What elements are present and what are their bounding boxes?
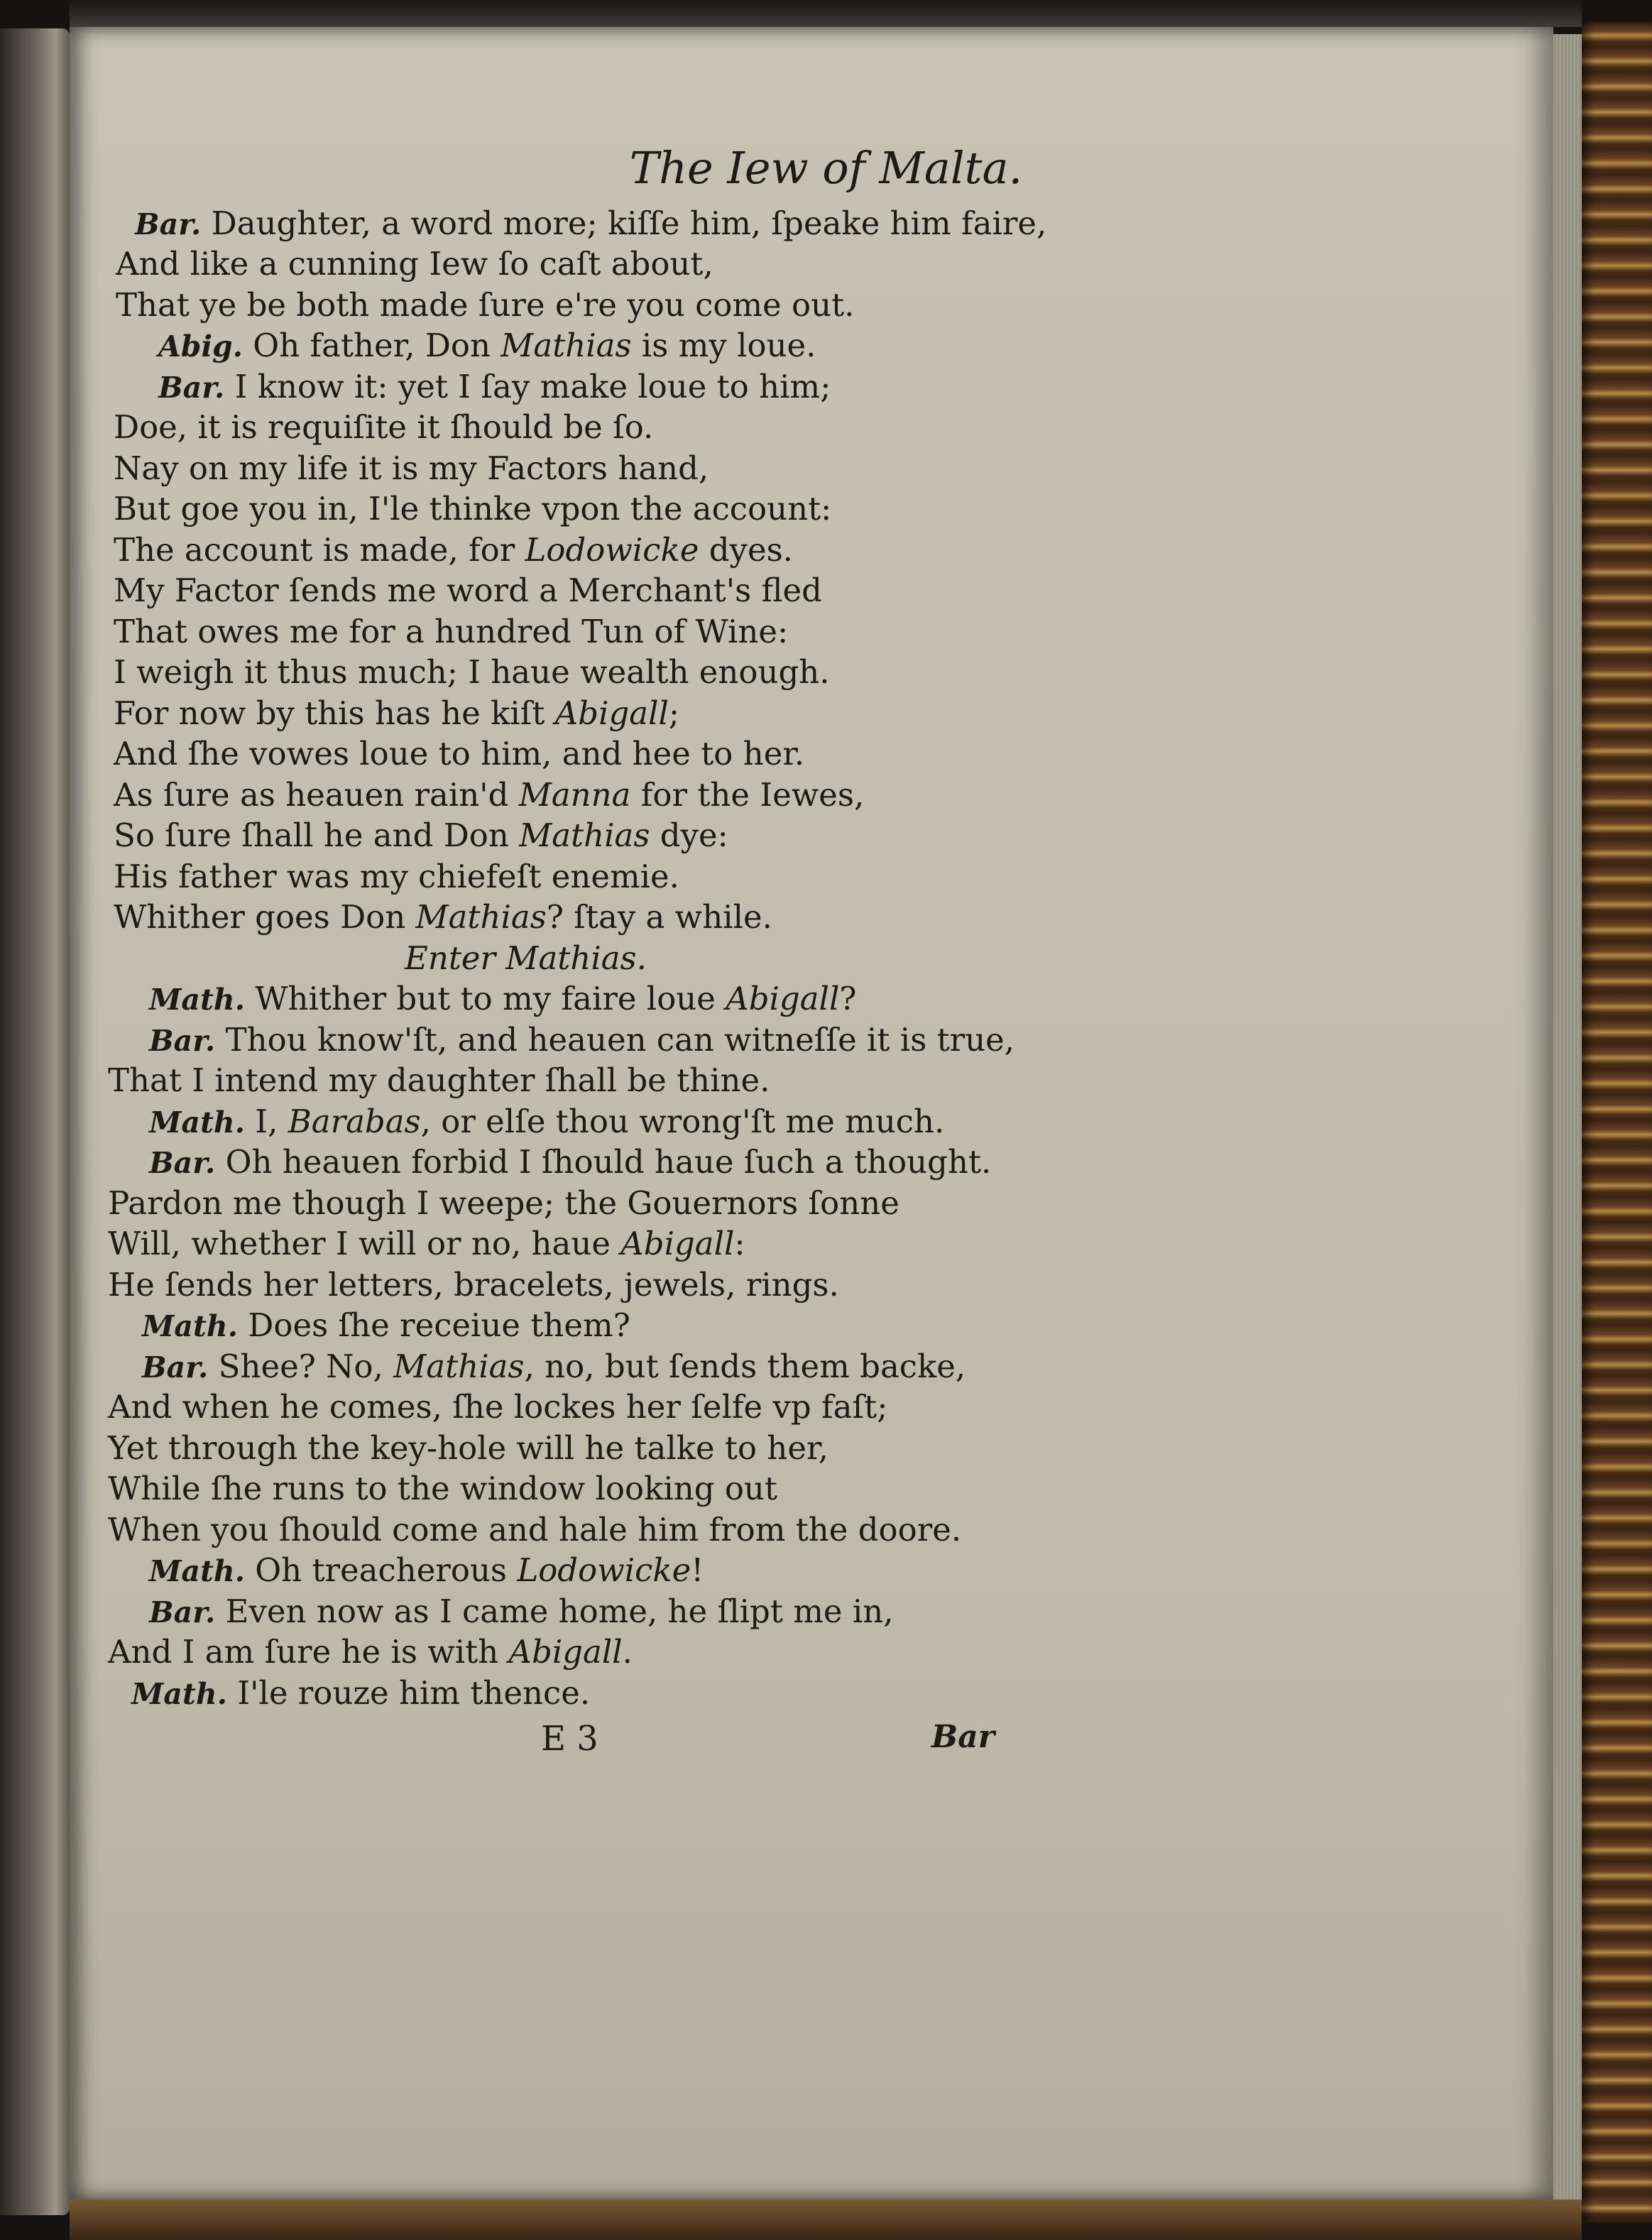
text-line: Math. I'le rouze him thence. — [131, 1674, 591, 1712]
speaker: Bar. — [142, 1350, 209, 1384]
speaker: Math. — [149, 1105, 245, 1140]
text-line: So ſure ſhall he and Don Mathias dye: — [114, 816, 728, 854]
text-line: Yet through the key-hole will he talke to her, — [108, 1429, 828, 1467]
text-line: My Factor ſends me word a Merchant's fled — [114, 572, 822, 609]
speaker: Bar. — [135, 207, 202, 241]
text-line: Pardon me though I weepe; the Gouernors ſonne — [108, 1184, 899, 1222]
text-line: He ſends her letters, bracelets, jewels, rings. — [108, 1266, 839, 1304]
text-line: Nay on my life it is my Factors hand, — [114, 449, 709, 487]
speaker: Math. — [149, 983, 245, 1017]
text-line: Math. I, Barabas, or elſe thou wrong'ſt me much. — [149, 1103, 945, 1140]
speaker: Math. — [142, 1309, 238, 1343]
text-line: Bar. Thou know'ſt, and heauen can witneſſe it is true, — [149, 1021, 1015, 1059]
text-line: Math. Whither but to my faire loue Abigall? — [149, 980, 857, 1017]
top-shadow — [70, 0, 1582, 27]
text-line: And ſhe vowes loue to him, and hee to her. — [114, 735, 805, 772]
binding-bottom-edge — [70, 2200, 1582, 2240]
page-stack-edge — [1553, 34, 1582, 2200]
stage-direction: Enter Mathias. — [405, 939, 647, 977]
text-line: For now by this has he kiſt Abigall; — [114, 694, 680, 732]
catchword: Bar — [931, 1719, 995, 1755]
text-line: Math. Oh treacherous Lodowicke! — [149, 1551, 704, 1589]
text-line: Bar. I know it: yet I ſay make loue to him; — [158, 368, 831, 405]
text-line: That ye be both made ſure e're you come out. — [116, 286, 855, 324]
text-line: When you ſhould come and hale him from the doore. — [108, 1511, 962, 1548]
speaker: Math. — [131, 1677, 227, 1711]
text-line: Math. Does ſhe receiue them? — [142, 1306, 630, 1344]
speaker: Bar. — [149, 1146, 216, 1180]
speaker: Bar. — [158, 371, 225, 405]
facing-page-edge — [0, 28, 70, 2215]
text-line: And when he comes, ſhe lockes her ſelfe vp faſt; — [108, 1388, 888, 1426]
text-line: And like a cunning Iew ſo caſt about, — [116, 245, 713, 283]
text-line: As ſure as heauen rain'd Manna for the Iewes, — [114, 776, 865, 814]
text-line: Bar. Daughter, a word more; kiſſe him, ſpeake him faire, — [135, 204, 1047, 242]
text-line: That I intend my daughter ſhall be thine. — [108, 1061, 770, 1099]
text-line: But goe you in, I'le thinke vpon the account: — [114, 490, 832, 528]
text-line: Whither goes Don Mathias? ſtay a while. — [114, 898, 772, 936]
text-line: Will, whether I will or no, haue Abigall: — [108, 1225, 745, 1262]
text-line: While ſhe runs to the window looking out — [108, 1470, 777, 1507]
text-line: And I am ſure he is with Abigall. — [108, 1633, 633, 1671]
text-line: Bar. Oh heauen forbid I ſhould haue ſuch a thought. — [149, 1143, 992, 1181]
text-line: Bar. Even now as I came home, he ſlipt me in, — [149, 1592, 894, 1630]
text-line: That owes me for a hundred Tun of Wine: — [114, 613, 789, 650]
text-line: Abig. Oh father, Don Mathias is my loue. — [158, 327, 816, 364]
speaker: Math. — [149, 1554, 245, 1588]
speaker: Bar. — [149, 1595, 216, 1629]
text-line: Doe, it is requiſite it ſhould be ſo. — [114, 408, 654, 446]
gilt-binding-edge — [1582, 21, 1652, 2222]
signature-mark: E 3 — [541, 1719, 598, 1759]
running-head: The Iew of Malta. — [629, 142, 1023, 194]
speaker: Abig. — [158, 329, 243, 364]
text-line: His father was my chiefeſt enemie. — [114, 858, 679, 895]
speaker: Bar. — [149, 1024, 216, 1058]
text-line: Bar. Shee? No, Mathias, no, but ſends them backe, — [142, 1348, 966, 1385]
text-line: I weigh it thus much; I haue wealth enough. — [114, 653, 830, 691]
text-line: The account is made, for Lodowicke dyes. — [114, 531, 793, 569]
